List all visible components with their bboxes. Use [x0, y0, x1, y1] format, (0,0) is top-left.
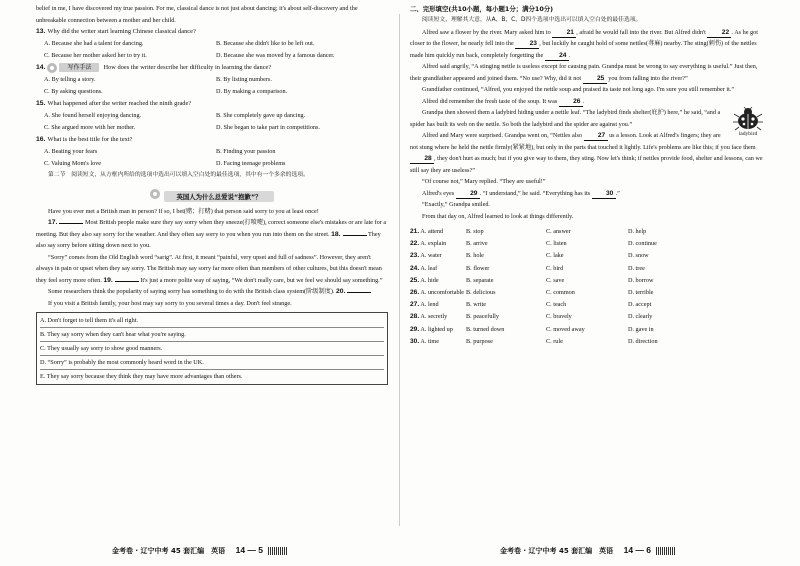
- box-option: A. Don't forget to tell them it's all right.: [40, 314, 384, 328]
- question-number: 15.: [36, 100, 46, 107]
- answer-blank-22[interactable]: 22: [707, 29, 731, 38]
- passage-title-row: [36, 186, 388, 204]
- answer-option: B. stop: [466, 228, 484, 235]
- footer-right: [500, 545, 676, 556]
- question-number: 14.: [36, 64, 46, 71]
- answer-row-first: 26. A. uncomfortable: [410, 289, 465, 297]
- box-option: B. They say sorry when they can't hear what you're saying.: [40, 328, 384, 342]
- answer-option: B. hole: [466, 252, 484, 260]
- question-text: How does the writer describe her difficulty in learning the dance?: [103, 64, 272, 71]
- answer-option: C. lake: [546, 252, 564, 260]
- answer-blank[interactable]: [59, 223, 83, 224]
- answer-option: C. answer: [546, 228, 571, 235]
- answer-option: B. peacefully: [466, 313, 499, 321]
- option: A. She found herself enjoying dancing.: [44, 112, 142, 119]
- cloze-paragraph: Alfred and Mary were surprised. Grandpa went on, “Nettles also 27 us a lesson. Look at Alfred's fingers; they are not stung where he held the nettle firmly(紧紧地), but only in the parts that touched it lightly. Life's problems are like this; if you face them 28 , they don't hurt as much; but if you give way to them, they sting. Now let's think; if nettles provide food, shelter and lessons, can we still say they are useless?”: [410, 132, 763, 174]
- answer-blank-21[interactable]: 21: [552, 29, 576, 38]
- passage-paragraph: Have you ever met a British man in person? If so, I bet(赌；打赌) that person said sorry to you at least once!: [48, 207, 319, 215]
- tag-icon: [47, 63, 57, 73]
- cloze-paragraph: Grandpa then showed them a ladybird hiding under a nettle leaf. “The ladybird finds shelter(庇护) here,” he said, “and a spider has built its web on the nettle. So both the ladybird and the spider are against you.”: [410, 109, 721, 128]
- cloze-paragraph: From that day on, Alfred learned to look at things differently.: [422, 212, 574, 220]
- answer-blank-24[interactable]: 24: [545, 52, 569, 61]
- page-number: 14 — 5: [235, 545, 263, 555]
- blank-number: 17.: [48, 219, 58, 226]
- cloze-section-heading: 二、完形填空(共10小题，每小题1分；满分10分): [410, 5, 554, 13]
- answer-option: D. snow: [628, 252, 649, 260]
- cloze-paragraph: Alfred's eyes 29 . “I understand,” he said. “Everything has its 30 .”: [422, 189, 620, 197]
- passage-title: 英国人为什么总爱说“抱歉”？: [164, 191, 273, 202]
- cloze-paragraph: Alfred said angrily, “A stinging nettle is useless except for causing pain. Grandpa must be wrong to say everything is useful.” Just then, their grandfather appeared and joined them. “No use? Why, did it not 25 you from falling into the river?”: [410, 63, 758, 82]
- skill-tag-label: 写作手法: [59, 63, 99, 72]
- question-14: [36, 62, 388, 98]
- qr-code-icon: [268, 547, 288, 555]
- cloze-paragraph: “Of course not,” Mary replied. “They are useful!”: [422, 178, 546, 185]
- answer-row-first: 22. A. explain: [410, 240, 447, 248]
- option: D. Because she was moved by a famous dancer.: [216, 52, 335, 59]
- answer-row-first: 30. A. time: [410, 337, 439, 345]
- box-option: C. They usually say sorry to show good manners.: [40, 342, 384, 356]
- option: B. By listing numbers.: [216, 76, 272, 83]
- qr-code-icon: [656, 547, 676, 555]
- left-column: [36, 3, 388, 532]
- cloze-paragraph: Grandfather continued, “Alfred, you enjoyed the nettle soup and praised its taste not long ago. I'm sure you still remember it.”: [422, 86, 735, 93]
- answer-option: D. borrow: [628, 276, 654, 284]
- question-text: What is the best title for the text?: [47, 136, 133, 143]
- answer-blank-29[interactable]: 29: [456, 190, 480, 199]
- ladybird-illustration: [726, 107, 770, 138]
- answer-row-first: 28. A. secretly: [410, 313, 448, 321]
- answer-option: C. teach: [546, 301, 567, 309]
- answer-option: B. write: [466, 301, 486, 309]
- skill-tag: [47, 63, 99, 73]
- option: B. Because she didn't like to be left out.: [216, 40, 315, 47]
- answer-blank-26[interactable]: 26: [559, 98, 583, 107]
- answer-option: B. arrive: [466, 240, 488, 248]
- answer-option: D. terrible: [628, 289, 654, 297]
- option: B. She completely gave up dancing.: [216, 112, 306, 119]
- question-16: [36, 134, 388, 170]
- option: A. Beating your fears: [44, 148, 98, 155]
- answer-row-first: 21. A. attend: [410, 228, 444, 235]
- passage-paragraph: 17. Most British people make sure they say sorry when they sneeze(打喷嚏), correct someone else's mistakes or are late for a meeting. But they also say sorry for the weather. And they often say sorry to you when you run into them on the street. 18. They also say sorry before sitting down next to you.: [36, 219, 387, 249]
- answer-blank-30[interactable]: 30: [592, 190, 616, 199]
- blank-number: 19.: [103, 276, 113, 284]
- cloze-instructions: 阅读短文，理解其大意，从A、B、C、D四个选项中选出可以填入空白处的最佳选项。: [422, 17, 642, 23]
- option: D. Facing teenage problems: [216, 160, 286, 167]
- answer-blank-28[interactable]: 28: [410, 155, 434, 164]
- box-option: E. They say sorry because they think they may have more advantages than others.: [40, 373, 243, 380]
- answer-row-first: 25. A. hide: [410, 276, 439, 284]
- question-text: Why did the writer start learning Chinese classical dance?: [47, 28, 196, 35]
- answer-blank[interactable]: [343, 235, 367, 236]
- answer-option: D. accept: [628, 301, 652, 309]
- option: C. Valuing Mom's love: [44, 160, 102, 167]
- section2-instructions: 第二节 阅读短文，从方框内所给的选项中选出可以填入空白处的最佳选项，其中有一个多余的选项。: [48, 172, 309, 178]
- answer-blank-23[interactable]: 23: [515, 40, 539, 49]
- answer-blank[interactable]: [115, 281, 139, 282]
- answer-option: C. save: [546, 276, 565, 284]
- option: D. By making a comparison.: [216, 88, 288, 95]
- question-number: 13.: [36, 28, 46, 35]
- question-text: What happened after the writer reached the ninth grade?: [47, 100, 192, 107]
- answer-option: C. moved away: [546, 325, 585, 333]
- footer-left: [112, 545, 288, 556]
- answer-option: C. rule: [546, 337, 563, 345]
- ladybird-caption: ladybird: [738, 131, 758, 137]
- answer-option: B. turned down: [466, 325, 505, 333]
- answer-blank-27[interactable]: 27: [584, 132, 608, 141]
- answer-option: D. help: [628, 228, 647, 235]
- option: C. Because her mother asked her to try it.: [44, 52, 147, 59]
- answer-option: D. gave in: [628, 325, 654, 333]
- answer-options-grid: [410, 226, 770, 348]
- ladybird-icon: [733, 107, 763, 131]
- option: A. Because she had a talent for dancing.: [44, 40, 144, 47]
- cloze-paragraph: Alfred did remember the fresh taste of the soup. It was 26 .: [422, 97, 585, 105]
- option: C. By asking questions.: [44, 88, 103, 95]
- blank-number: 20.: [336, 288, 346, 295]
- answer-row-first: 27. A. lend: [410, 301, 439, 309]
- answer-option: B. purpose: [466, 337, 493, 345]
- intro-tail: belief in me, I have discovered my true passion. For me, classical dance is not just about dancing; it's about self-discovery and the unbreakable connection between a mother and her child.: [36, 5, 358, 24]
- answer-option: B. delicious: [466, 289, 496, 297]
- footer-title: 金考卷 · 辽宁中考 45 套汇编 英语: [112, 547, 226, 555]
- option: D. She began to take part in competitions.: [216, 124, 320, 131]
- option: B. Finding your passion: [216, 148, 276, 155]
- question-number: 16.: [36, 136, 46, 143]
- answer-option: C. bravely: [546, 313, 572, 321]
- passage-paragraph: If you visit a British family, your host may say sorry to you several times a day. Don't feel strange.: [48, 299, 292, 307]
- answer-option: C. common: [546, 289, 575, 297]
- answer-option: D. tree: [628, 264, 645, 272]
- right-column: [410, 3, 770, 532]
- answer-option: D. continue: [628, 240, 657, 248]
- column-divider: [399, 14, 400, 526]
- answer-option: B. separate: [466, 276, 494, 284]
- answer-row-first: 24. A. leaf: [410, 264, 438, 272]
- box-option: D. “Sorry” is probably the most commonly heard word in the UK.: [40, 356, 384, 370]
- cloze-paragraph: “Exactly,” Grandpa smiled.: [422, 201, 490, 208]
- answer-blank-25[interactable]: 25: [583, 75, 607, 84]
- footer-title: 金考卷 · 辽宁中考 45 套汇编 英语: [500, 547, 614, 555]
- answer-option: D. clearly: [628, 313, 653, 321]
- cloze-paragraph: Alfred saw a flower by the river. Mary asked him to 21 , afraid he would fall into the river. But Alfred didn't 22 . As he got closer to the flower, he nearly fell into the 23 , but luckily he caught hold of some nettles(荨麻) nearby. The sting(刺伤) of the nettles made him quickly run back, completely forgetting the 24 .: [410, 28, 758, 59]
- answer-row-first: 29. A. lighted up: [410, 325, 453, 333]
- question-13: [36, 26, 388, 62]
- answer-row-first: 23. A. water: [410, 252, 442, 260]
- option: C. She argued more with her mother.: [44, 124, 136, 131]
- passage-paragraph: Some researchers think the popularity of saying sorry has something to do with the British class system(阶级制度). 20.: [36, 286, 388, 298]
- passage-paragraph: “Sorry” comes from the Old English word “sarig”. At first, it meant “painful, very upset and full of sadness”. However, they aren't always in pain or upset when they say sorry. The British may say sorry far more often than members of other cultures, but this doesn't mean they feel sorry more often. 19. It's just a more polite way of saying, “We don't really care, but we feel we should say something.”: [36, 253, 383, 284]
- answer-option: C. listen: [546, 240, 567, 248]
- option: A. By telling a story.: [44, 76, 96, 83]
- answer-option: B. flower: [466, 264, 490, 272]
- blank-number: 18.: [331, 230, 341, 238]
- page-number: 14 — 6: [623, 545, 651, 555]
- title-icon: [150, 189, 160, 199]
- answer-blank[interactable]: [347, 292, 371, 293]
- answer-option: C. bird: [546, 264, 564, 272]
- answer-option: D. direction: [628, 337, 658, 345]
- options-box: [36, 312, 388, 385]
- question-15: [36, 98, 388, 134]
